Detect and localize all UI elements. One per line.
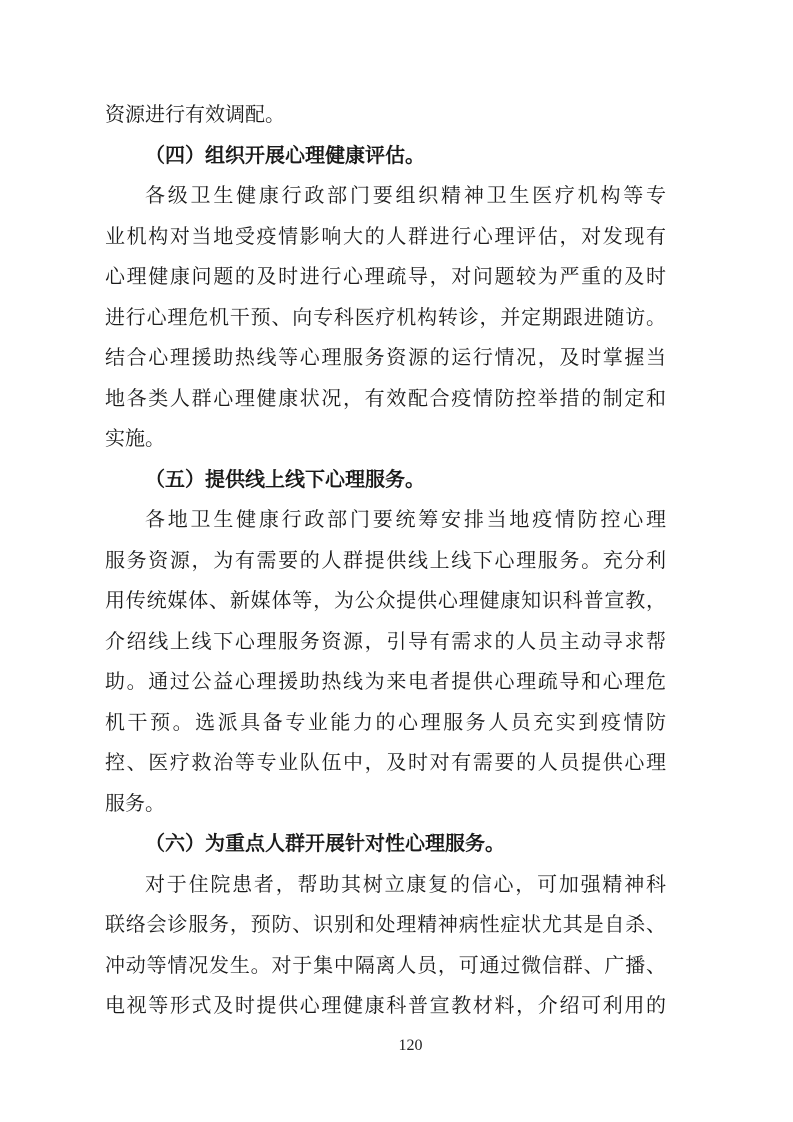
text-line: 控、医疗救治等专业队伍中，及时对有需要的人员提供心理	[105, 752, 666, 774]
text-line: 冲动等情况发生。对于集中隔离人员，可通过微信群、广播、	[105, 954, 666, 977]
document-text-block	[105, 95, 666, 1027]
text-line: 资源进行有效调配。	[105, 104, 285, 126]
text-line: 结合心理援助热线等心理服务资源的运行情况，及时掌握当	[105, 347, 666, 369]
text-line: 介绍线上线下心理服务资源，引导有需求的人员主动寻求帮	[105, 630, 666, 653]
text-line: 心理健康问题的及时进行心理疏导，对问题较为严重的及时	[105, 266, 666, 288]
section-heading: （五）提供线上线下心理服务。	[145, 468, 425, 491]
text-line: 服务。	[105, 792, 165, 815]
text-line: 助。通过公益心理援助热线为来电者提供心理疏导和心理危	[105, 671, 666, 693]
section-heading: （六）为重点人群开展针对性心理服务。	[145, 833, 505, 855]
page-number: 120	[398, 1037, 423, 1054]
text-line: 地各类人群心理健康状况，有效配合疫情防控举措的制定和	[105, 387, 666, 410]
text-line: 联络会诊服务，预防、识别和处理精神病性症状尤其是自杀、	[105, 914, 666, 936]
text-line: 各级卫生健康行政部门要组织精神卫生医疗机构等专	[145, 185, 666, 207]
text-line: 对于住院患者，帮助其树立康复的信心，可加强精神科	[145, 873, 666, 896]
section-heading: （四）组织开展心理健康评估。	[145, 144, 425, 167]
text-line: 电视等形式及时提供心理健康科普宣教材料，介绍可利用的	[105, 995, 666, 1017]
text-line: 服务资源，为有需要的人群提供线上线下心理服务。充分利	[105, 549, 666, 572]
text-line: 机干预。选派具备专业能力的心理服务人员充实到疫情防	[105, 711, 666, 734]
text-line: 业机构对当地受疫情影响大的人群进行心理评估，对发现有	[105, 225, 666, 248]
text-line: 实施。	[105, 428, 165, 450]
text-line: 各地卫生健康行政部门要统筹安排当地疫情防控心理	[145, 509, 666, 531]
text-line: 用传统媒体、新媒体等，为公众提供心理健康知识科普宣教，	[105, 590, 666, 612]
text-line: 进行心理危机干预、向专科医疗机构转诊，并定期跟进随访。	[105, 306, 666, 329]
